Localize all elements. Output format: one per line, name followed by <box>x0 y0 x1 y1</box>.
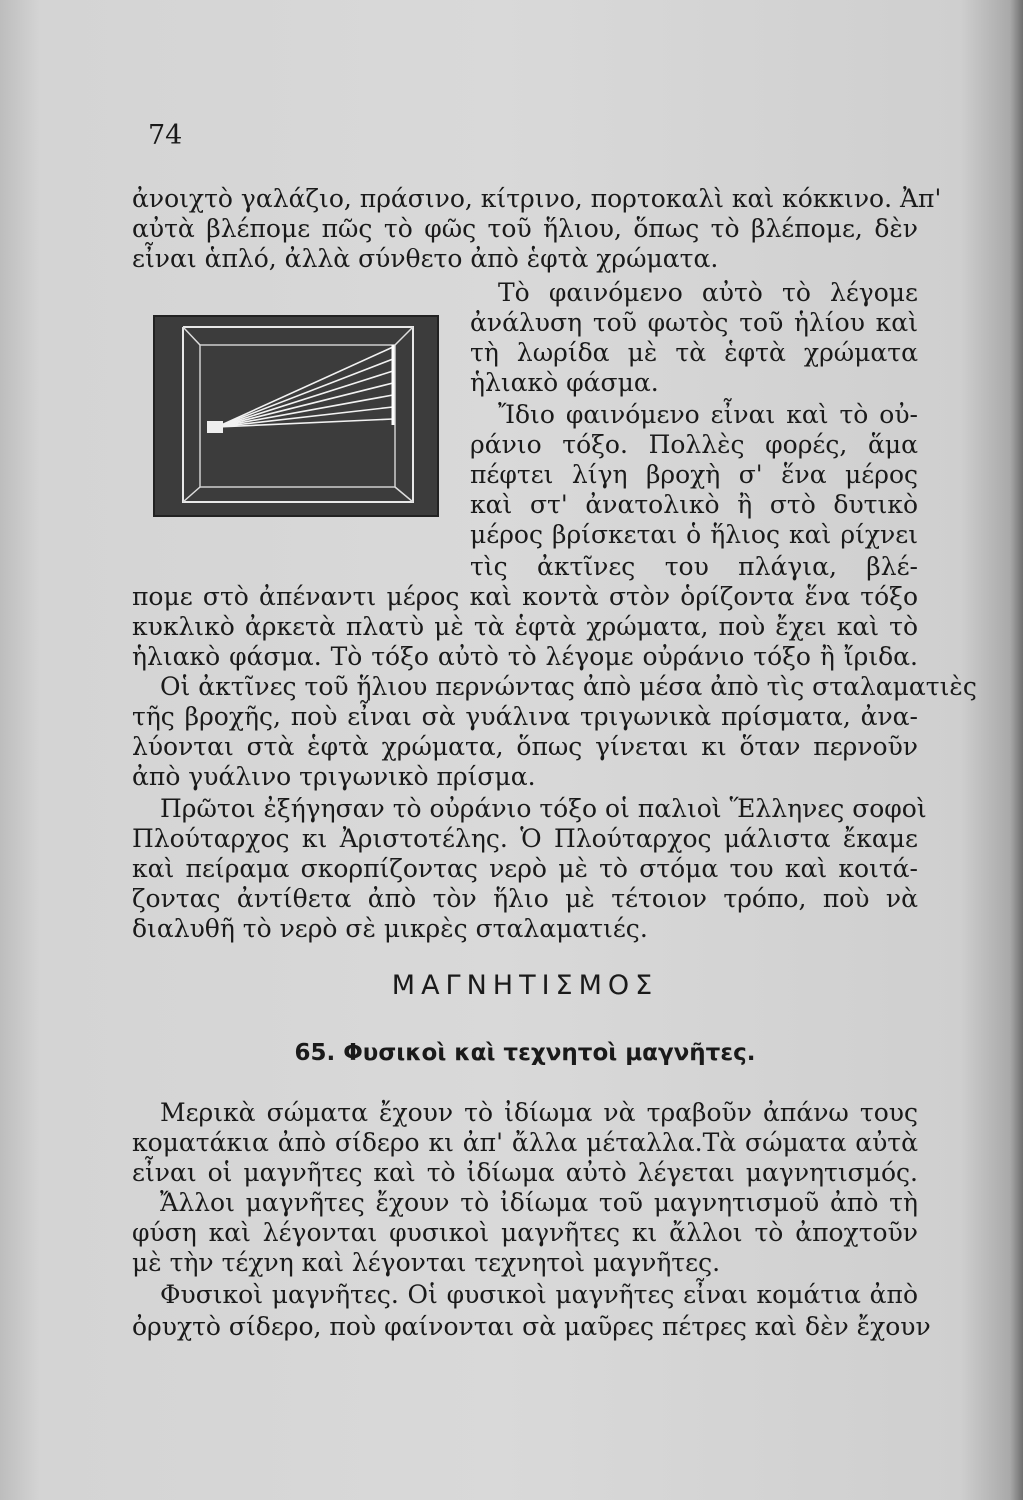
text-line: ράνιο τόξο. Πολλὲς φορές, ἅμα <box>470 430 918 459</box>
text-line: κυκλικὸ ἀρκετὰ πλατὺ μὲ τὰ ἑφτὰ χρώματα, ποὺ ἔχει καὶ τὸ <box>132 612 918 641</box>
text-line: καὶ στ' ἀνατολικὸ ἢ στὸ δυτικὸ <box>470 490 918 519</box>
text-line: αὐτὰ βλέπομε πῶς τὸ φῶς τοῦ ἥλιου, ὅπως τὸ βλέπομε, δὲν <box>132 214 918 243</box>
text-line: πέφτει λίγη βροχὴ σ' ἕνα μέρος <box>470 460 918 489</box>
page-number: 74 <box>148 120 183 151</box>
text-line: Τὸ φαινόμενο αὐτὸ τὸ λέγομε <box>498 278 918 307</box>
text-line: ἀπὸ γυάλινο τριγωνικὸ πρίσμα. <box>132 762 536 791</box>
text-line: Οἱ ἀκτῖνες τοῦ ἥλιου περνώντας ἀπὸ μέσα ἀπὸ τὶς σταλαματιὲς <box>160 672 977 701</box>
text-line: πομε στὸ ἀπέναντι μέρος καὶ κοντὰ στὸν ὁρίζοντα ἕνα τόξο <box>132 582 918 611</box>
spectrum-figure <box>153 315 439 517</box>
text-line: ὀρυχτὸ σίδερο, ποὺ φαίνονται σὰ μαῦρες πέτρες καὶ δὲν ἔχουν <box>132 1312 931 1341</box>
text-line: ἀνάλυση τοῦ φωτὸς τοῦ ἡλίου καὶ <box>470 308 918 337</box>
section-heading: ΜΑΓΝΗΤΙΣΜΟΣ <box>391 970 659 1001</box>
text-line: Ἴδιο φαινόμενο εἶναι καὶ τὸ οὐ- <box>498 400 918 429</box>
text-line: ζοντας ἀντίθετα ἀπὸ τὸν ἥλιο μὲ τέτοιον τρόπο, ποὺ νὰ <box>132 884 918 913</box>
light-spectrum-box-illustration <box>155 317 437 515</box>
text-line: ἀνοιχτὸ γαλάζιο, πράσινο, κίτρινο, πορτοκαλὶ καὶ κόκκινο. Ἀπ' <box>132 184 942 213</box>
text-line: μὲ τὴν τέχνη καὶ λέγονται τεχνητοὶ μαγνῆτες. <box>132 1248 721 1277</box>
text-line: φύση καὶ λέγονται φυσικοὶ μαγνῆτες κι ἄλλοι τὸ ἀποχτοῦν <box>132 1218 918 1247</box>
text-line: ἡλιακὸ φάσμα. <box>470 368 659 397</box>
text-line: εἶναι οἱ μαγνῆτες καὶ τὸ ἰδίωμα αὐτὸ λέγεται μαγνητισμός. <box>132 1158 918 1187</box>
text-line: Μερικὰ σώματα ἔχουν τὸ ἰδίωμα νὰ τραβοῦν ἀπάνω τους <box>160 1098 918 1127</box>
text-line: τὴ λωρίδα μὲ τὰ ἑφτὰ χρώματα <box>470 338 918 367</box>
text-line: Πλούταρχος κι Ἀριστοτέλης. Ὁ Πλούταρχος μάλιστα ἔκαμε <box>132 824 918 853</box>
text-line: Ἄλλοι μαγνῆτες ἔχουν τὸ ἰδίωμα τοῦ μαγνητισμοῦ ἀπὸ τὴ <box>160 1188 918 1217</box>
text-line: μέρος βρίσκεται ὁ ἥλιος καὶ ρίχνει <box>470 520 918 549</box>
text-line: λύονται στὰ ἑφτὰ χρώματα, ὅπως γίνεται κι ὅταν περνοῦν <box>132 732 918 761</box>
subsection-heading: 65. Φυσικοὶ καὶ τεχνητοὶ μαγνῆτες. <box>294 1040 756 1066</box>
text-line: κοματάκια ἀπὸ σίδερο κι ἀπ' ἄλλα μέταλλα.Τὰ σώματα αὐτὰ <box>132 1128 918 1157</box>
text-line: καὶ πείραμα σκορπίζοντας νερὸ μὲ τὸ στόμα του καὶ κοιτά- <box>132 854 918 883</box>
text-line: Πρῶτοι ἐξήγησαν τὸ οὐράνιο τόξο οἱ παλιοὶ Ἕλληνες σοφοὶ <box>160 794 927 823</box>
text-line: τὶς ἀκτῖνες του πλάγια, βλέ- <box>470 552 918 581</box>
text-line: Φυσικοὶ μαγνῆτες. Οἱ φυσικοὶ μαγνῆτες εἶναι κομάτια ἀπὸ <box>160 1280 918 1309</box>
text-line: τῆς βροχῆς, ποὺ εἶναι σὰ γυάλινα τριγωνικὰ πρίσματα, ἀνα- <box>132 702 918 731</box>
text-line: διαλυθῆ τὸ νερὸ σὲ μικρὲς σταλαματιές. <box>132 914 648 943</box>
text-line: ἡλιακὸ φάσμα. Τὸ τόξο αὐτὸ τὸ λέγομε οὐράνιο τόξο ἢ ἴριδα. <box>132 642 918 671</box>
text-line: εἶναι ἁπλό, ἀλλὰ σύνθετο ἀπὸ ἑφτὰ χρώματα. <box>132 244 719 273</box>
